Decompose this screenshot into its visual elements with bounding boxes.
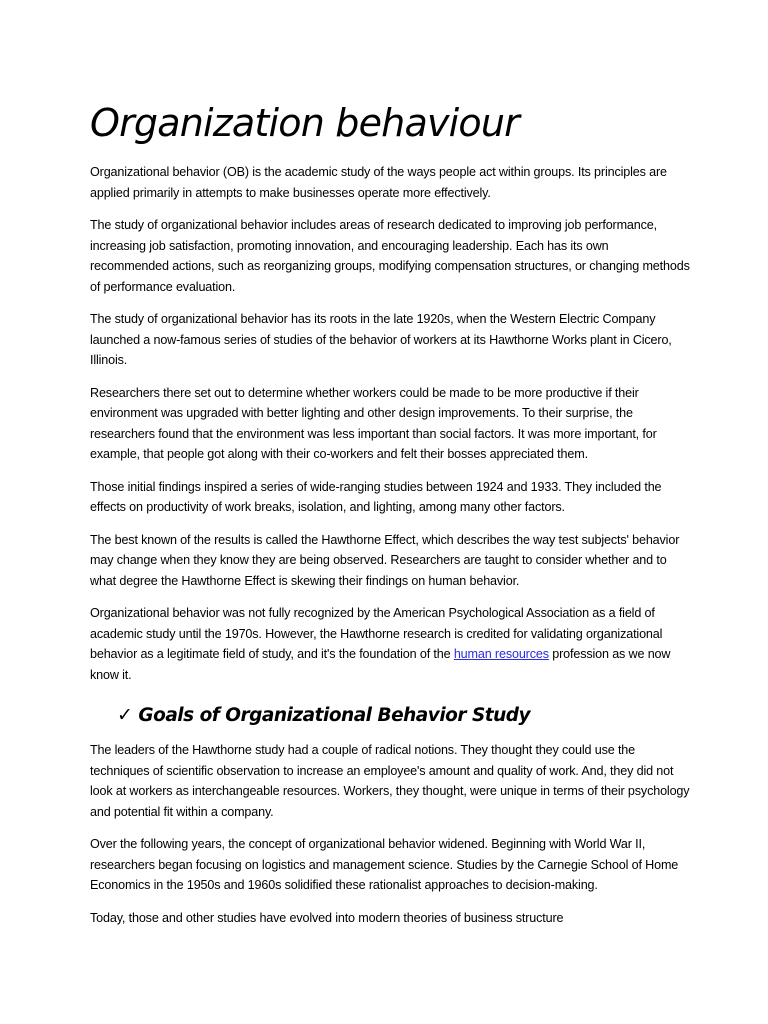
paragraph-7 [90, 603, 690, 685]
checkmark-icon: ✓ [117, 704, 133, 726]
paragraph-4: Researchers there set out to determine whether workers could be made to be more productive if their environment was upgraded with better lighting and other design improvements. To their surprise, the researchers found that the environment was less important than social factors. It was more important, for example, that people got along with their co-workers and felt their bosses appreciated them. [90, 385, 657, 461]
paragraph-8: The leaders of the Hawthorne study had a couple of radical notions. They thought they could use the techniques of scientific observation to increase an employee's amount and quality of work. And, they did not look at workers as interchangeable resources. Workers, they thought, were unique in terms of their psychology and potential fit within a company. [90, 743, 690, 819]
paragraph-10: Today, those and other studies have evolved into modern theories of business structure [90, 910, 564, 925]
paragraph-1: Organizational behavior (OB) is the academic study of the ways people act within groups. Its principles are applied primarily in attempts to make businesses operate more effectively. [90, 165, 667, 200]
page-title: Organization behaviour [90, 101, 519, 145]
human-resources-link[interactable]: human resources [453, 647, 549, 661]
document-page [90, 98, 690, 940]
paragraph-9: Over the following years, the concept of organizational behavior widened. Beginning with World War II, researchers began focusing on logistics and management science. Studies by the Carnegie School of Home Economics in the 1950s and 1960s solidified these rationalist approaches to decision-making. [90, 837, 679, 892]
paragraph-6: The best known of the results is called the Hawthorne Effect, which describes the way test subjects' behavior may change when they know they are being observed. Researchers are taught to consider whether and to what degree the Hawthorne Effect is skewing their findings on human behavior. [90, 532, 680, 588]
section-heading-text: Goals of Organizational Behavior Study [138, 705, 531, 726]
paragraph-7-text-before: Organizational behavior was not fully recognized by the American Psychological Association as a field of academic study until the 1970s. However, the Hawthorne research is credited for validating organizational behavior as a legitimate field of study, and it's the foundation of the [90, 606, 663, 661]
paragraph-2: The study of organizational behavior includes areas of research dedicated to improving job performance, increasing job satisfaction, promoting innovation, and encouraging leadership. Each has its own recommended actions, such as reorganizing groups, modifying compensation structures, or changing methods of performance evaluation. [90, 218, 690, 294]
paragraph-5: Those initial findings inspired a series of wide-ranging studies between 1924 and 1933. They included the effects on productivity of work breaks, isolation, and lighting, among many other factors. [90, 479, 662, 514]
section-heading [117, 701, 690, 730]
paragraph-7-text-after: profession as we now know it. [90, 647, 671, 682]
paragraph-3: The study of organizational behavior has its roots in the late 1920s, when the Western Electric Company launched a now-famous series of studies of the behavior of workers at its Hawthorne Works plant in Cicero, Illinois. [90, 312, 672, 367]
